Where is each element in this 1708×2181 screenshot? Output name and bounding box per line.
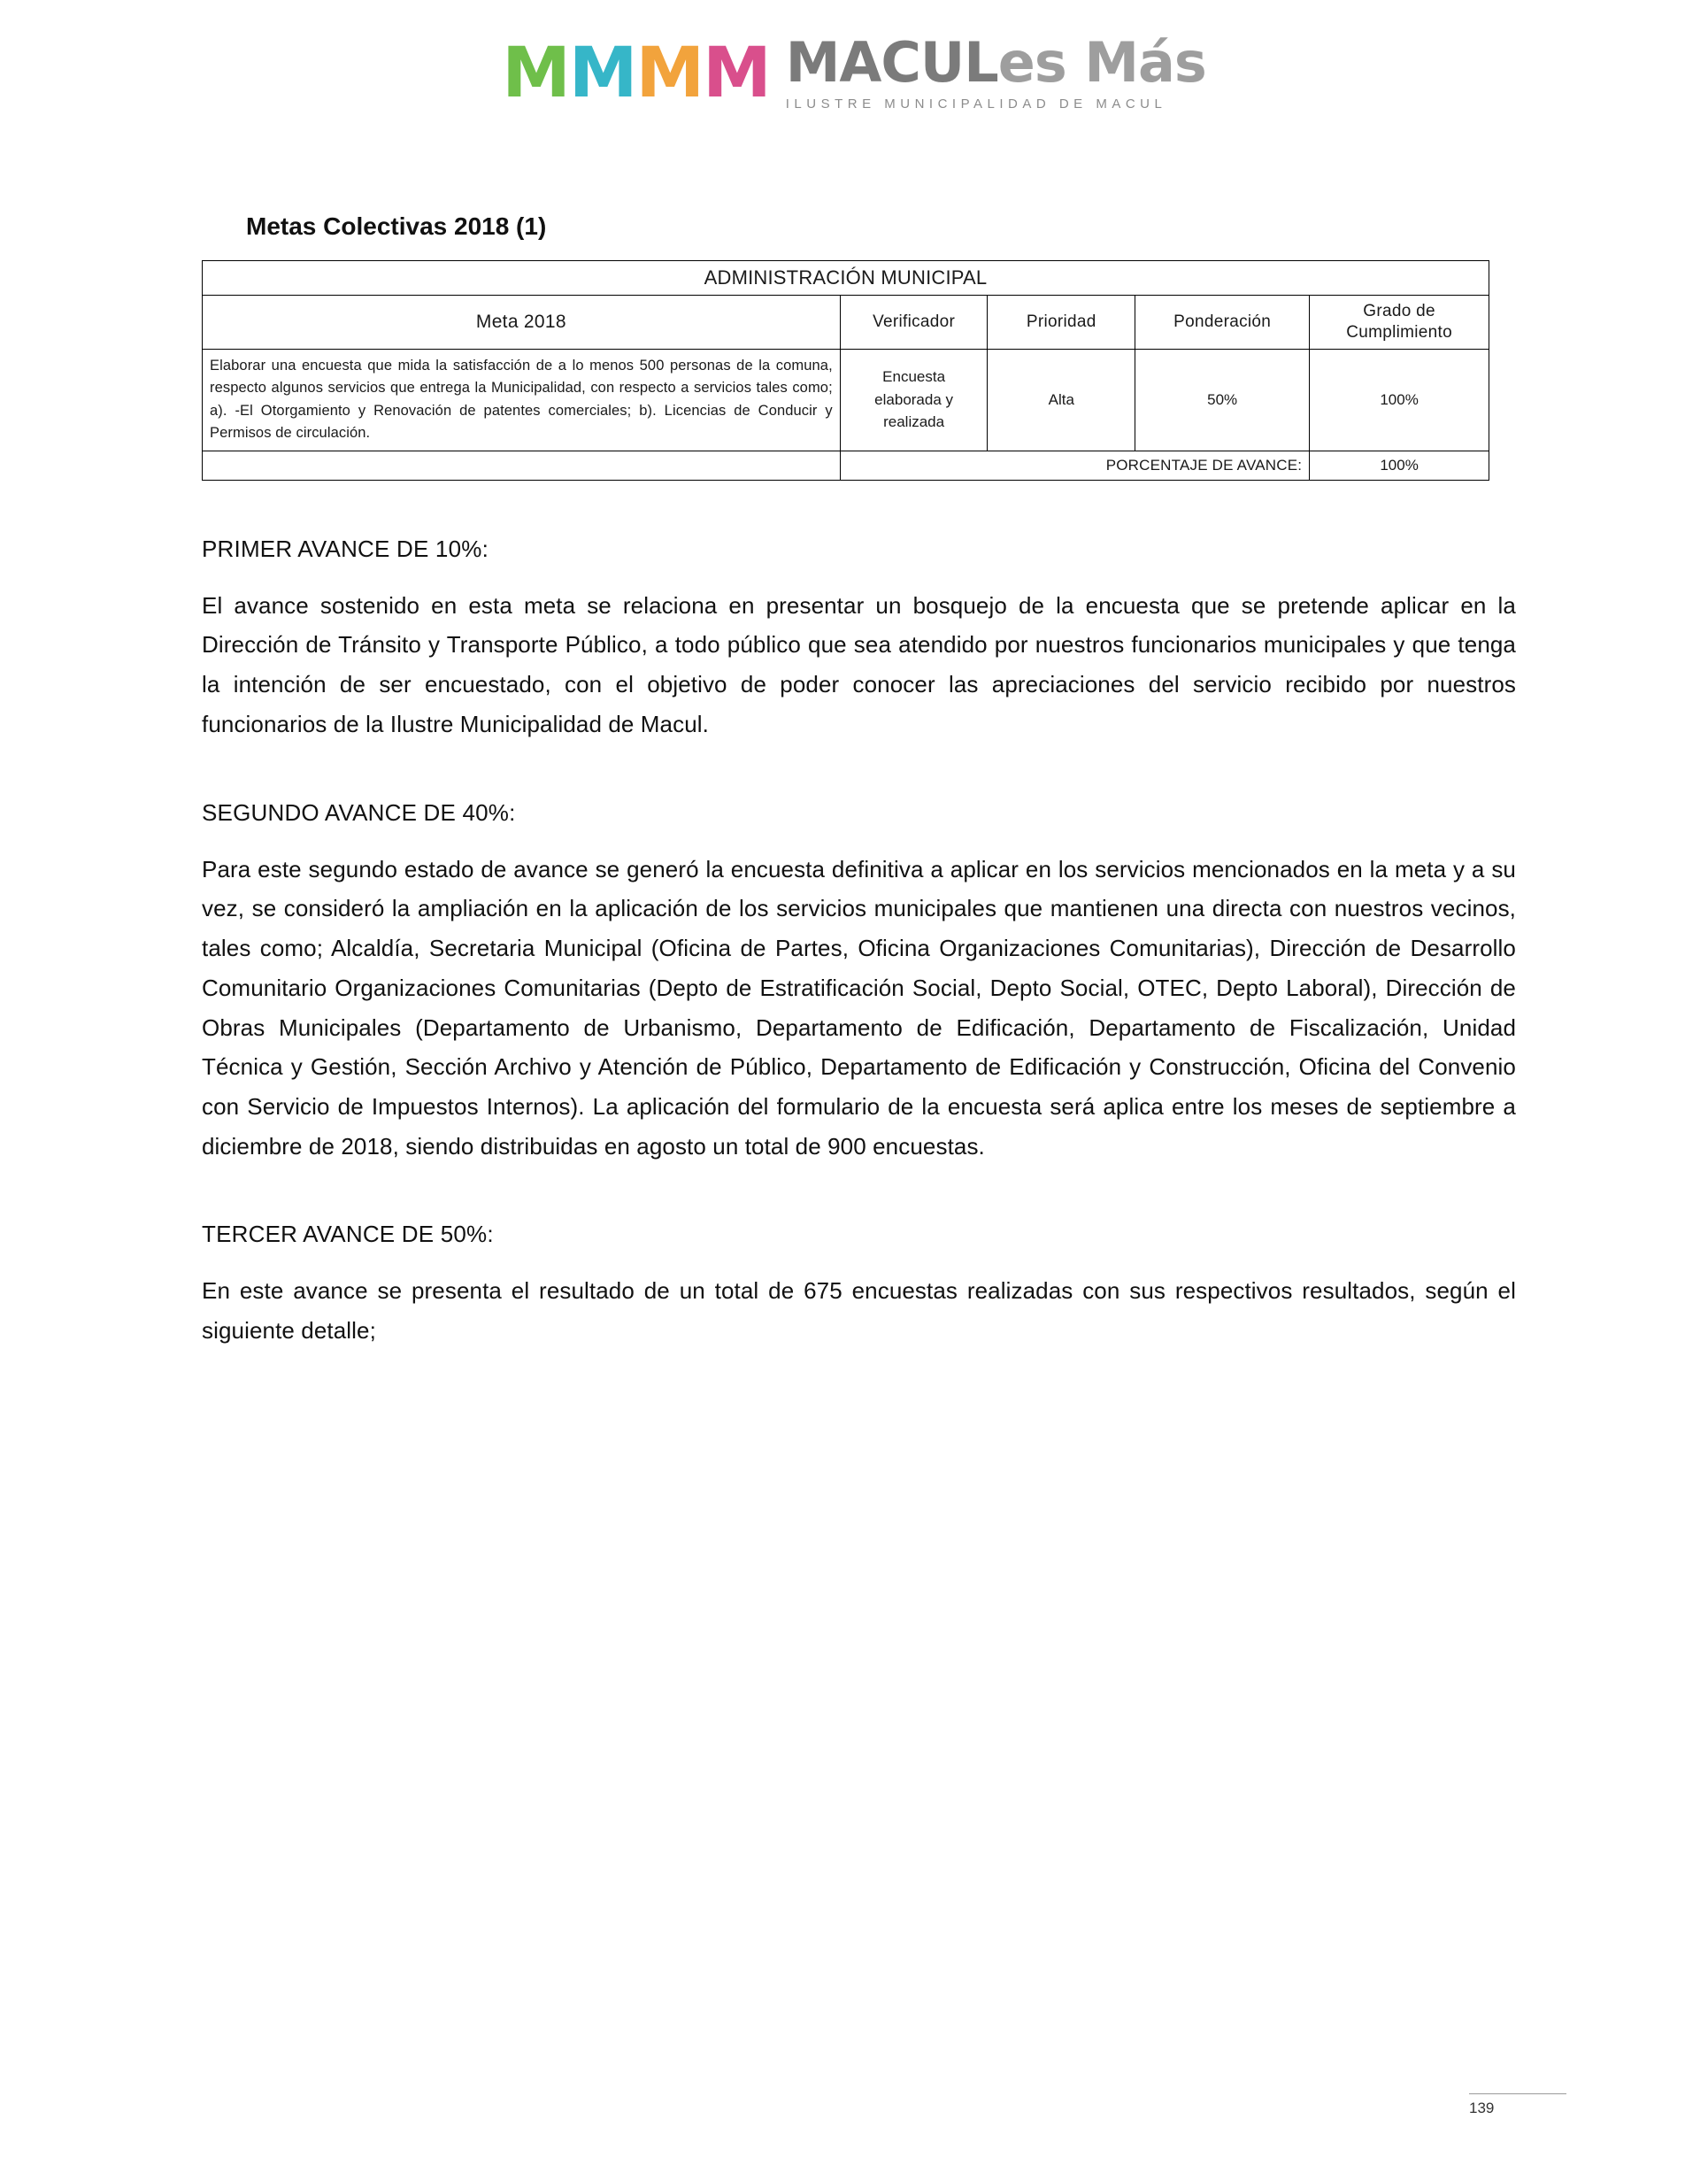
municipality-logo: [0, 30, 1708, 113]
logo-wordmark: [785, 30, 1206, 95]
section-heading-2: SEGUNDO AVANCE DE 40%:: [202, 798, 516, 826]
table-cell-cumplimiento: 100%: [1310, 349, 1489, 451]
table-header-prioridad: Prioridad: [988, 296, 1135, 350]
footer-divider: [1469, 2093, 1566, 2094]
table-row-department: [203, 261, 1489, 296]
logo-title-light: es Más: [997, 30, 1206, 95]
logo-m-icon-2: M: [568, 33, 635, 113]
section-paragraph-3: En este avance se presenta el resultado de un total de 675 encuestas realizadas con sus respectivos resultados, según el siguiente detalle;: [202, 1277, 1516, 1345]
table-row-headers: [203, 296, 1489, 350]
table-header-cumplimiento: Grado de Cumplimiento: [1310, 296, 1489, 350]
metas-table: [202, 260, 1489, 481]
table-cell-meta: Elaborar una encuesta que mida la satisfacción de a lo menos 500 personas de la comuna, respecto algunos servicios que entrega la Municipalidad, con respecto a servicios tales como; a). -El Otorgamiento y Renovación de patentes comerciales; b). Licencias de Conducir y Permisos de circulación.: [203, 349, 841, 451]
page-footer: [1469, 2093, 1575, 2117]
logo-m-icon-3: M: [635, 33, 702, 113]
document-content: [202, 212, 1516, 1351]
logo-m-marks: [502, 33, 768, 113]
logo-title-bold: MACUL: [785, 30, 998, 95]
section-heading-1: PRIMER AVANCE DE 10%:: [202, 535, 489, 562]
section-heading-3: TERCER AVANCE DE 50%:: [202, 1221, 494, 1248]
table-department-header: ADMINISTRACIÓN MUNICIPAL: [203, 261, 1489, 296]
table-cell-prioridad: Alta: [988, 349, 1135, 451]
table-row: [203, 349, 1489, 451]
table-header-ponderacion: Ponderación: [1135, 296, 1310, 350]
table-cell-ponderacion: 50%: [1135, 349, 1310, 451]
section-paragraph-1: El avance sostenido en esta meta se relaciona en presentar un bosquejo de la encuesta que se pretende aplicar en la Dirección de Tránsito y Transporte Público, a todo público que sea atendido por nuestros funcionarios municipales y que tenga la intención de ser encuestado, con el objetivo de poder conocer las apreciaciones del servicio recibido por nuestros funcionarios de la Ilustre Municipalidad de Macul.: [202, 591, 1516, 737]
section-paragraph-2: Para este segundo estado de avance se generó la encuesta definitiva a aplicar en los servicios mencionados en la meta y a su vez, se consideró la ampliación en la aplicación de los servicios municipales que mantienen una directa con nuestros vecinos, tales como; Alcaldía, Secretaria Municipal (Oficina de Partes, Oficina Organizaciones Comunitarias), Dirección de Desarrollo Comunitario Organizaciones Comunitarias (Depto de Estratificación Social, Depto Social, OTEC, Depto Laboral), Dirección de Obras Municipales (Departamento de Urbanismo, Departamento de Edificación, Departamento de Fiscalización, Unidad Técnica y Gestión, Sección Archivo y Atención de Público, Departamento de Edificación y Construcción, Oficina del Convenio con Servicio de Impuestos Internos). La aplicación del formulario de la encuesta será aplica entre los meses de septiembre a diciembre de 2018, siendo distribuidas en agosto un total de 900 encuestas.: [202, 855, 1516, 1160]
table-total-value: 100%: [1310, 451, 1489, 480]
logo-m-icon-1: M: [502, 33, 567, 113]
table-cell-spacer: [203, 451, 841, 480]
page-title: Metas Colectivas 2018 (1): [246, 212, 547, 240]
table-cell-verificador: Encuesta elaborada y realizada: [840, 349, 988, 451]
table-row-total: [203, 451, 1489, 480]
table-header-meta: Meta 2018: [203, 296, 841, 350]
table-header-verificador: Verificador: [840, 296, 988, 350]
logo-m-icon-4: M: [703, 33, 768, 113]
table-total-label: PORCENTAJE DE AVANCE:: [840, 451, 1309, 480]
page-number: 139: [1469, 2100, 1495, 2116]
logo-subtitle: ILUSTRE MUNICIPALIDAD DE MACUL: [785, 96, 1167, 112]
